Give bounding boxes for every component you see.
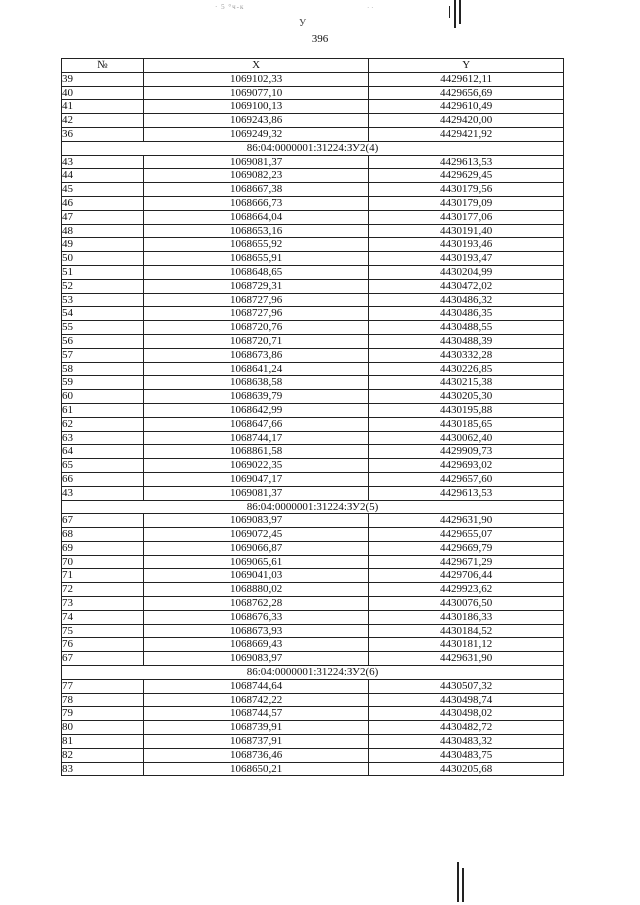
x-coordinate: 1069100,13 <box>143 100 369 114</box>
point-number: 43 <box>62 486 144 500</box>
table-row <box>62 307 564 321</box>
y-coordinate: 4429613,53 <box>369 486 564 500</box>
x-coordinate: 1069081,37 <box>143 155 369 169</box>
y-coordinate: 4429693,02 <box>369 459 564 473</box>
table-row <box>62 348 564 362</box>
y-coordinate: 4429656,69 <box>369 86 564 100</box>
x-coordinate: 1069072,45 <box>143 528 369 542</box>
point-number: 68 <box>62 528 144 542</box>
scan-artifact-right: · · <box>367 4 374 12</box>
point-number: 82 <box>62 748 144 762</box>
point-number: 67 <box>62 514 144 528</box>
column-header-y: Y <box>369 59 564 73</box>
section-title: 86:04:0000001:31224:ЗУ2(5) <box>62 500 564 514</box>
x-coordinate: 1068744,64 <box>143 679 369 693</box>
x-coordinate: 1068729,31 <box>143 279 369 293</box>
point-number: 83 <box>62 762 144 776</box>
x-coordinate: 1068666,73 <box>143 196 369 210</box>
y-coordinate: 4429671,29 <box>369 555 564 569</box>
point-number: 81 <box>62 735 144 749</box>
y-coordinate: 4429655,07 <box>369 528 564 542</box>
table-row <box>62 238 564 252</box>
table-row <box>62 735 564 749</box>
y-coordinate: 4430488,55 <box>369 321 564 335</box>
column-header-x: X <box>143 59 369 73</box>
point-number: 79 <box>62 707 144 721</box>
x-coordinate: 1068647,66 <box>143 417 369 431</box>
table-row <box>62 569 564 583</box>
point-number: 58 <box>62 362 144 376</box>
table-row <box>62 652 564 666</box>
section-title: 86:04:0000001:31224:ЗУ2(4) <box>62 141 564 155</box>
scan-artifact-left: · 5 °ч‑к <box>215 3 245 11</box>
x-coordinate: 1069047,17 <box>143 472 369 486</box>
y-coordinate: 4430498,02 <box>369 707 564 721</box>
x-coordinate: 1069066,87 <box>143 541 369 555</box>
y-coordinate: 4430486,32 <box>369 293 564 307</box>
point-number: 74 <box>62 610 144 624</box>
x-coordinate: 1068669,43 <box>143 638 369 652</box>
point-number: 50 <box>62 252 144 266</box>
table-row <box>62 541 564 555</box>
x-coordinate: 1068655,91 <box>143 252 369 266</box>
point-number: 43 <box>62 155 144 169</box>
point-number: 67 <box>62 652 144 666</box>
scan-line <box>457 862 459 902</box>
x-coordinate: 1068648,65 <box>143 265 369 279</box>
table-row <box>62 155 564 169</box>
table-row <box>62 459 564 473</box>
y-coordinate: 4429421,92 <box>369 127 564 141</box>
x-coordinate: 1069102,33 <box>143 72 369 86</box>
x-coordinate: 1068880,02 <box>143 583 369 597</box>
table-row <box>62 390 564 404</box>
y-coordinate: 4430483,75 <box>369 748 564 762</box>
point-number: 62 <box>62 417 144 431</box>
point-number: 66 <box>62 472 144 486</box>
x-coordinate: 1068673,93 <box>143 624 369 638</box>
y-coordinate: 4430186,33 <box>369 610 564 624</box>
coordinates-table <box>61 58 564 776</box>
point-number: 41 <box>62 100 144 114</box>
y-coordinate: 4430472,02 <box>369 279 564 293</box>
y-coordinate: 4429669,79 <box>369 541 564 555</box>
x-coordinate: 1069249,32 <box>143 127 369 141</box>
x-coordinate: 1068737,91 <box>143 735 369 749</box>
point-number: 76 <box>62 638 144 652</box>
y-coordinate: 4430184,52 <box>369 624 564 638</box>
table-row <box>62 100 564 114</box>
table-row <box>62 486 564 500</box>
point-number: 44 <box>62 169 144 183</box>
x-coordinate: 1068638,58 <box>143 376 369 390</box>
table-row <box>62 638 564 652</box>
x-coordinate: 1069081,37 <box>143 486 369 500</box>
table-row <box>62 624 564 638</box>
table-row <box>62 583 564 597</box>
point-number: 49 <box>62 238 144 252</box>
y-coordinate: 4429657,60 <box>369 472 564 486</box>
x-coordinate: 1069022,35 <box>143 459 369 473</box>
y-coordinate: 4430179,56 <box>369 183 564 197</box>
scan-line <box>459 0 461 24</box>
x-coordinate: 1069065,61 <box>143 555 369 569</box>
point-number: 55 <box>62 321 144 335</box>
x-coordinate: 1068720,71 <box>143 334 369 348</box>
y-coordinate: 4430507,32 <box>369 679 564 693</box>
x-coordinate: 1068667,38 <box>143 183 369 197</box>
table-row <box>62 431 564 445</box>
point-number: 45 <box>62 183 144 197</box>
table-row <box>62 748 564 762</box>
table-row <box>62 210 564 224</box>
y-coordinate: 4430226,85 <box>369 362 564 376</box>
y-coordinate: 4429923,62 <box>369 583 564 597</box>
x-coordinate: 1068655,92 <box>143 238 369 252</box>
scan-line <box>462 868 464 902</box>
y-coordinate: 4430177,06 <box>369 210 564 224</box>
point-number: 63 <box>62 431 144 445</box>
x-coordinate: 1068739,91 <box>143 721 369 735</box>
y-coordinate: 4430215,38 <box>369 376 564 390</box>
y-coordinate: 4430193,47 <box>369 252 564 266</box>
y-coordinate: 4430488,39 <box>369 334 564 348</box>
table-row <box>62 321 564 335</box>
y-coordinate: 4429706,44 <box>369 569 564 583</box>
point-number: 56 <box>62 334 144 348</box>
point-number: 60 <box>62 390 144 404</box>
section-row <box>62 141 564 155</box>
point-number: 53 <box>62 293 144 307</box>
x-coordinate: 1068727,96 <box>143 293 369 307</box>
scan-line <box>454 0 456 28</box>
x-coordinate: 1068742,22 <box>143 693 369 707</box>
x-coordinate: 1068720,76 <box>143 321 369 335</box>
handwritten-mark: У <box>299 18 307 29</box>
table-row <box>62 114 564 128</box>
y-coordinate: 4430062,40 <box>369 431 564 445</box>
point-number: 48 <box>62 224 144 238</box>
point-number: 72 <box>62 583 144 597</box>
y-coordinate: 4430483,32 <box>369 735 564 749</box>
x-coordinate: 1068664,04 <box>143 210 369 224</box>
y-coordinate: 4430205,68 <box>369 762 564 776</box>
point-number: 57 <box>62 348 144 362</box>
y-coordinate: 4429613,53 <box>369 155 564 169</box>
point-number: 40 <box>62 86 144 100</box>
table-row <box>62 265 564 279</box>
point-number: 71 <box>62 569 144 583</box>
table-row <box>62 169 564 183</box>
y-coordinate: 4429612,11 <box>369 72 564 86</box>
y-coordinate: 4430193,46 <box>369 238 564 252</box>
y-coordinate: 4429631,90 <box>369 514 564 528</box>
x-coordinate: 1068744,17 <box>143 431 369 445</box>
y-coordinate: 4430332,28 <box>369 348 564 362</box>
x-coordinate: 1068641,24 <box>143 362 369 376</box>
x-coordinate: 1068673,86 <box>143 348 369 362</box>
y-coordinate: 4430498,74 <box>369 693 564 707</box>
point-number: 61 <box>62 403 144 417</box>
point-number: 77 <box>62 679 144 693</box>
section-row <box>62 500 564 514</box>
point-number: 52 <box>62 279 144 293</box>
y-coordinate: 4430205,30 <box>369 390 564 404</box>
point-number: 70 <box>62 555 144 569</box>
table-row <box>62 196 564 210</box>
point-number: 51 <box>62 265 144 279</box>
table-row <box>62 86 564 100</box>
point-number: 36 <box>62 127 144 141</box>
table-row <box>62 514 564 528</box>
page-number: 396 <box>311 33 329 45</box>
point-number: 47 <box>62 210 144 224</box>
table-row <box>62 334 564 348</box>
y-coordinate: 4429610,49 <box>369 100 564 114</box>
x-coordinate: 1068639,79 <box>143 390 369 404</box>
x-coordinate: 1069243,86 <box>143 114 369 128</box>
table-row <box>62 293 564 307</box>
x-coordinate: 1068653,16 <box>143 224 369 238</box>
y-coordinate: 4430191,40 <box>369 224 564 238</box>
y-coordinate: 4429629,45 <box>369 169 564 183</box>
point-number: 69 <box>62 541 144 555</box>
x-coordinate: 1068861,58 <box>143 445 369 459</box>
point-number: 80 <box>62 721 144 735</box>
y-coordinate: 4430179,09 <box>369 196 564 210</box>
column-header-number: № <box>62 59 144 73</box>
table-row <box>62 472 564 486</box>
table-row <box>62 721 564 735</box>
point-number: 42 <box>62 114 144 128</box>
x-coordinate: 1069083,97 <box>143 514 369 528</box>
x-coordinate: 1068736,46 <box>143 748 369 762</box>
x-coordinate: 1069082,23 <box>143 169 369 183</box>
x-coordinate: 1069041,03 <box>143 569 369 583</box>
table-row <box>62 72 564 86</box>
y-coordinate: 4430185,65 <box>369 417 564 431</box>
table-row <box>62 762 564 776</box>
section-row <box>62 666 564 680</box>
table-row <box>62 127 564 141</box>
point-number: 39 <box>62 72 144 86</box>
x-coordinate: 1068650,21 <box>143 762 369 776</box>
y-coordinate: 4430195,88 <box>369 403 564 417</box>
table-row <box>62 445 564 459</box>
x-coordinate: 1068727,96 <box>143 307 369 321</box>
x-coordinate: 1069077,10 <box>143 86 369 100</box>
y-coordinate: 4430181,12 <box>369 638 564 652</box>
point-number: 73 <box>62 597 144 611</box>
scan-line <box>449 6 450 18</box>
y-coordinate: 4430204,99 <box>369 265 564 279</box>
y-coordinate: 4429909,73 <box>369 445 564 459</box>
x-coordinate: 1068642,99 <box>143 403 369 417</box>
table-row <box>62 183 564 197</box>
y-coordinate: 4429631,90 <box>369 652 564 666</box>
table-row <box>62 376 564 390</box>
table-header-row <box>62 59 564 73</box>
table-row <box>62 528 564 542</box>
y-coordinate: 4430486,35 <box>369 307 564 321</box>
table-row <box>62 610 564 624</box>
point-number: 65 <box>62 459 144 473</box>
x-coordinate: 1068744,57 <box>143 707 369 721</box>
table-row <box>62 252 564 266</box>
table-row <box>62 707 564 721</box>
point-number: 54 <box>62 307 144 321</box>
x-coordinate: 1068676,33 <box>143 610 369 624</box>
x-coordinate: 1069083,97 <box>143 652 369 666</box>
point-number: 78 <box>62 693 144 707</box>
table-row <box>62 679 564 693</box>
table-row <box>62 693 564 707</box>
y-coordinate: 4430482,72 <box>369 721 564 735</box>
table-body <box>62 72 564 776</box>
table-row <box>62 555 564 569</box>
x-coordinate: 1068762,28 <box>143 597 369 611</box>
point-number: 46 <box>62 196 144 210</box>
table-row <box>62 279 564 293</box>
table-row <box>62 224 564 238</box>
table-row <box>62 597 564 611</box>
point-number: 75 <box>62 624 144 638</box>
table-row <box>62 362 564 376</box>
point-number: 59 <box>62 376 144 390</box>
table-row <box>62 417 564 431</box>
point-number: 64 <box>62 445 144 459</box>
y-coordinate: 4430076,50 <box>369 597 564 611</box>
table-row <box>62 403 564 417</box>
y-coordinate: 4429420,00 <box>369 114 564 128</box>
section-title: 86:04:0000001:31224:ЗУ2(6) <box>62 666 564 680</box>
